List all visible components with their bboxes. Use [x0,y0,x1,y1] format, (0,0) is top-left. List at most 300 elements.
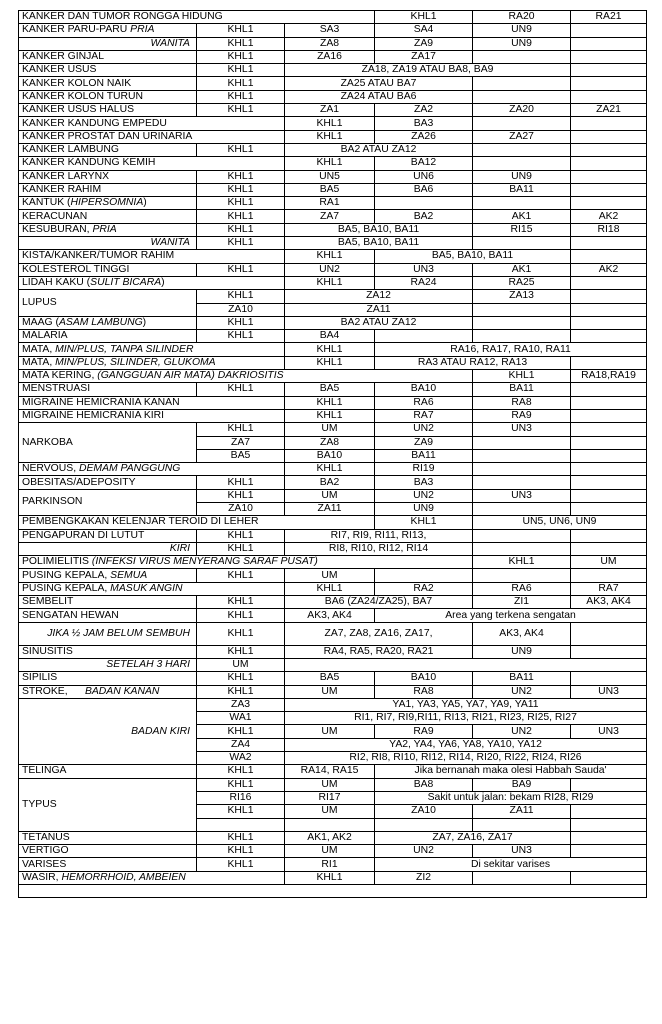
table-cell [473,449,571,462]
stroke-badan-kiri-label: BADAN KIRI [131,725,190,737]
cell-text: ZA27 [509,130,534,142]
table-cell [285,489,375,502]
table-cell [571,645,647,658]
table-cell [375,250,571,263]
cell-text: KHL1 [227,831,254,843]
table-cell [285,64,571,77]
table-cell [571,223,647,236]
table-cell [375,778,473,791]
table-row [19,622,647,645]
table-cell [571,596,647,609]
table-cell [19,476,197,489]
cell-text: ZA7 [230,436,251,448]
table-cell [197,685,285,698]
cell-text: KHL1 [316,157,343,169]
cell-text: TYPUS [22,798,57,810]
cell-text: UM [321,423,338,435]
table-cell [473,316,571,329]
table-cell [197,645,285,658]
cell-text: ZA10 [411,805,436,817]
table-cell [197,529,285,542]
cell-text: RA24 [410,277,437,289]
table-cell [19,183,197,196]
cell-text: RI7, RI9, RI11, RI13, [330,529,427,541]
table-cell [197,489,285,502]
cell-text: MENSTRUASI [22,383,91,395]
cell-text: UN2 [319,263,340,275]
table-cell [197,698,285,711]
table-cell [285,596,473,609]
table-cell [19,858,197,871]
cell-text: ZA24 ATAU BA6 [340,90,417,102]
table-cell [19,383,197,396]
cell-italic-text: (GANGGUAN AIR MATA) DAKRIOSITIS [97,370,284,382]
table-cell [571,157,647,170]
table-cell [473,50,571,63]
table-cell [19,489,197,516]
cell-italic-text: ASAM LAMBUNG [58,316,143,328]
table-cell [473,556,571,569]
table-cell [571,90,647,103]
table-cell [19,263,197,276]
table-cell [197,210,285,223]
table-cell [19,64,197,77]
cell-text: KHL1 [227,529,254,541]
cell-text: KHL1 [227,37,254,49]
table-cell [285,463,375,476]
table-cell [375,672,473,685]
cell-text: KHL1 [227,765,254,777]
table-cell [285,276,375,289]
table-cell [473,104,571,117]
table-row [19,117,647,130]
table-cell [19,77,197,90]
table-cell [285,396,375,409]
cell-text: ZA16 [317,51,342,63]
table-cell [473,396,571,409]
table-cell [473,436,571,449]
cell-text: PARKINSON [22,496,83,508]
table-cell [571,436,647,449]
table-row [19,90,647,103]
cell-text-suffix: ) [142,316,147,328]
cell-text: RA16, RA17, RA10, RA11 [450,343,571,355]
table-cell [19,130,285,143]
cell-text: KERACUNAN [22,210,88,222]
cell-text: SA3 [319,24,340,36]
table-cell [375,276,473,289]
table-cell [285,263,375,276]
cell-text: Jika bernanah maka olesi Habbah Sauda' [414,765,607,777]
cell-text: YA2, YA4, YA6, YA8, YA10, YA12 [389,738,542,750]
table-cell [571,449,647,462]
cell-text: AK1 [511,210,532,222]
table-cell [571,210,647,223]
cell-text: ZI2 [416,871,432,883]
table-cell [375,845,473,858]
table-cell [285,818,375,831]
table-cell [19,170,197,183]
table-row [19,370,647,383]
table-cell [285,449,375,462]
cell-text: RA20 [508,11,535,23]
cell-text: UN3 [511,489,532,501]
table-cell [285,50,375,63]
table-cell [19,698,197,764]
cell-text: KHL1 [227,24,254,36]
cell-text: RI1, RI7, RI9,RI11, RI13, RI21, RI23, RI25, RI27 [354,712,577,724]
table-cell [375,330,473,343]
cell-text: RA1 [319,197,340,209]
table-cell [19,685,197,698]
cell-text: BA3 [413,476,434,488]
cell-text: ZA9 [413,37,434,49]
cell-text: KHL1 [227,263,254,275]
table-cell [375,157,473,170]
table-cell [473,778,571,791]
table-row [19,183,647,196]
cell-text: BA5 [230,449,251,461]
table-cell [197,64,285,77]
table-cell [571,290,647,303]
cell-text: KHL1 [227,476,254,488]
table-cell [375,831,571,844]
cell-text: KANKER LAMBUNG [22,144,120,156]
cell-text: SA4 [413,24,434,36]
cell-text: KISTA/KANKER/TUMOR RAHIM [22,250,175,262]
table-cell [473,157,571,170]
table-cell [473,77,571,90]
cell-text: RI18 [597,223,620,235]
cell-italic-text: KIRI [169,543,190,555]
cell-text: Area yang terkena sengatan [445,609,576,621]
table-cell [19,250,285,263]
table-cell [19,396,285,409]
table-cell [571,64,647,77]
table-cell [473,516,647,529]
table-cell [285,143,473,156]
cell-text: UN2 [413,423,434,435]
table-cell [285,725,375,738]
cell-text: RA4, RA5, RA20, RA21 [323,645,434,657]
table-row [19,765,647,778]
table-cell [571,303,647,316]
table-cell [285,609,375,622]
cell-text: ZA7 [319,210,340,222]
cell-text: KHL1 [316,277,343,289]
table-cell [375,409,473,422]
table-cell [571,104,647,117]
table-cell [197,672,285,685]
table-cell [473,672,571,685]
table-cell [285,104,375,117]
cell-text: UN5, UN6, UN9 [522,516,597,528]
cell-text: KHL1 [316,356,343,368]
table-cell [197,330,285,343]
table-cell [285,778,375,791]
cell-text: Di sekitar varises [470,858,551,870]
table-cell [285,77,473,90]
table-cell [19,24,197,37]
cell-text: UN2 [413,489,434,501]
table-cell [473,685,571,698]
cell-text: BA5 [319,672,340,684]
table-cell [197,50,285,63]
table-row [19,77,647,90]
table-cell [285,831,375,844]
cell-text: KHL1 [227,144,254,156]
table-cell [571,77,647,90]
cell-text: BA2 [413,210,434,222]
table-cell [571,170,647,183]
table-cell [19,237,197,250]
table-cell [473,237,571,250]
table-cell [285,210,375,223]
table-row [19,698,647,711]
table-row [19,858,647,871]
cell-text: RA9 [413,725,434,737]
table-cell [285,383,375,396]
cell-text: KHL1 [316,410,343,422]
table-cell [197,223,285,236]
cell-italic-text: JIKA ½ JAM BELUM SEMBUH [47,628,190,640]
table-cell [197,569,285,582]
table-row [19,831,647,844]
table-cell [571,725,647,738]
table-cell [473,11,571,24]
table-cell [375,197,473,210]
table-cell [473,409,571,422]
cell-text: ZA26 [411,130,436,142]
table-cell [375,343,647,356]
cell-text: KANKER GINJAL [22,51,104,63]
table-cell [375,725,473,738]
table-row [19,276,647,289]
table-row [19,778,647,791]
table-cell [285,622,473,645]
cell-text: BA2 ATAU ZA12 [340,144,417,156]
cell-text: RA8 [511,396,532,408]
cell-text: KHL1 [227,805,254,817]
table-cell [571,489,647,502]
cell-text-suffix: ) [161,277,165,289]
table-cell [375,805,473,818]
table-cell [197,752,285,765]
table-cell [375,449,473,462]
table-cell [473,117,571,130]
table-row [19,409,647,422]
table-cell [285,90,473,103]
table-cell [19,609,197,622]
table-cell [19,885,647,898]
cell-text: KHL1 [227,316,254,328]
cell-text: KHL1 [227,672,254,684]
cell-italic-text: WANITA [150,37,190,49]
table-cell [571,529,647,542]
cell-text: POLIMIELITIS [22,556,92,568]
cell-text: OBESITAS/ADEPOSITY [22,476,136,488]
table-cell [285,290,473,303]
cell-text: KHL1 [316,117,343,129]
cell-text: KHL1 [227,210,254,222]
table-cell [571,622,647,645]
cell-text: ZA2 [413,104,434,116]
cell-text: BA11 [509,672,534,684]
table-cell [19,157,285,170]
cell-text: KHL1 [410,516,437,528]
table-cell [571,409,647,422]
cell-text: Sakit untuk jalan: bekam RI28, RI29 [427,792,594,804]
table-cell [375,463,473,476]
cell-text: KANKER USUS [22,64,97,76]
table-cell [473,370,571,383]
table-cell [285,303,473,316]
cell-text: ZA9 [413,436,434,448]
table-row [19,658,647,671]
cell-text: KHL1 [227,184,254,195]
cell-text: UN9 [511,37,532,49]
table-cell [19,778,197,831]
cell-text: UM [321,805,338,817]
table-row [19,489,647,502]
cell-text: UN3 [511,845,532,857]
cell-text: AK2 [598,263,619,275]
table-cell [473,37,571,50]
table-cell [19,223,197,236]
table-cell [285,356,375,369]
cell-text: KHL1 [227,383,254,395]
cell-text: ZA4 [230,738,251,750]
table-cell [571,263,647,276]
table-row [19,263,647,276]
cell-text: UN9 [511,645,532,657]
cell-text: KHL1 [316,130,343,142]
cell-text: KHL1 [227,104,254,116]
table-cell [375,502,473,515]
table-cell [473,263,571,276]
cell-text: MIGRAINE HEMICRANIA KIRI [22,410,165,422]
cell-text: ZA11 [366,303,391,315]
table-cell [571,569,647,582]
table-cell [285,502,375,515]
cell-text: KANKER PARU-PARU [22,24,131,36]
cell-text: KANKER RAHIM [22,184,102,195]
table-cell [197,316,285,329]
table-cell [473,582,571,595]
table-cell [19,542,197,555]
table-cell [19,197,197,210]
cell-italic-text: MIN/PLUS, TANPA SILINDER [55,343,194,355]
table-cell [473,90,571,103]
table-row [19,143,647,156]
cell-text: UM [600,556,617,568]
table-cell [285,582,375,595]
cell-text: UM [232,659,249,671]
cell-text: KHL1 [227,423,254,435]
table-cell [197,596,285,609]
table-cell [285,845,375,858]
table-row [19,104,647,117]
cell-text: KHL1 [227,170,254,182]
table-cell [571,542,647,555]
table-cell [375,130,473,143]
table-row [19,542,647,555]
cell-text: KANKER DAN TUMOR RONGGA HIDUNG [22,11,223,23]
table-row [19,11,647,24]
cell-text: UN3 [598,725,619,737]
cell-text: UN3 [511,423,532,435]
cell-text: ZA1 [319,104,340,116]
table-cell [473,805,571,818]
table-row [19,556,647,569]
cell-text: YA1, YA3, YA5, YA7, YA9, YA11 [392,698,539,710]
cell-text: UM [321,489,338,501]
cell-text: PENGAPURAN DI LUTUT [22,529,145,541]
cell-text: KANKER KANDUNG EMPEDU [22,117,167,129]
table-row [19,871,647,884]
table-cell [197,738,285,751]
cell-text: PEMBENGKAKAN KELENJAR TEROID DI LEHER [22,516,259,528]
cell-text: BA5, BA10, BA11 [337,223,420,235]
table-row [19,250,647,263]
table-cell [19,529,197,542]
cell-text: RI16 [229,792,252,804]
table-cell [473,596,571,609]
cell-text: ZA21 [596,104,621,116]
cell-text: BA8 [413,778,434,790]
cell-text: RA3 ATAU RA12, RA13 [417,356,528,368]
cell-text: KHL1 [410,11,437,23]
cell-text: BA5, BA10, BA11 [431,250,514,262]
cell-text: BA10 [410,383,437,395]
table-cell [473,845,571,858]
table-row [19,423,647,436]
table-row [19,645,647,658]
cell-text: ZA12 [366,290,391,302]
cell-text: RA7 [598,582,619,594]
table-cell [375,516,473,529]
cell-text: KANKER KOLON NAIK [22,77,132,89]
table-cell [375,476,473,489]
table-cell [473,542,571,555]
cell-text: TELINGA [22,765,67,777]
cell-text: KHL1 [227,725,254,737]
cell-text: ZA10 [228,503,253,515]
table-cell [285,423,375,436]
table-cell [285,237,473,250]
table-cell [19,596,197,609]
table-cell [375,489,473,502]
cell-text: RA7 [413,410,434,422]
table-cell [571,818,647,831]
table-cell [19,463,285,476]
cell-text: ZA3 [230,698,251,710]
table-row [19,37,647,50]
table-cell [473,463,571,476]
table-row [19,223,647,236]
table-cell [19,356,285,369]
cell-text: AK1 [511,263,532,275]
cell-text: KHL1 [227,778,254,790]
table-cell [375,356,571,369]
table-cell [473,183,571,196]
table-cell [285,183,375,196]
table-row [19,885,647,898]
cell-text: KANKER KOLON TURUN [22,90,144,102]
table-cell [375,170,473,183]
table-cell [571,143,647,156]
table-cell [19,845,197,858]
